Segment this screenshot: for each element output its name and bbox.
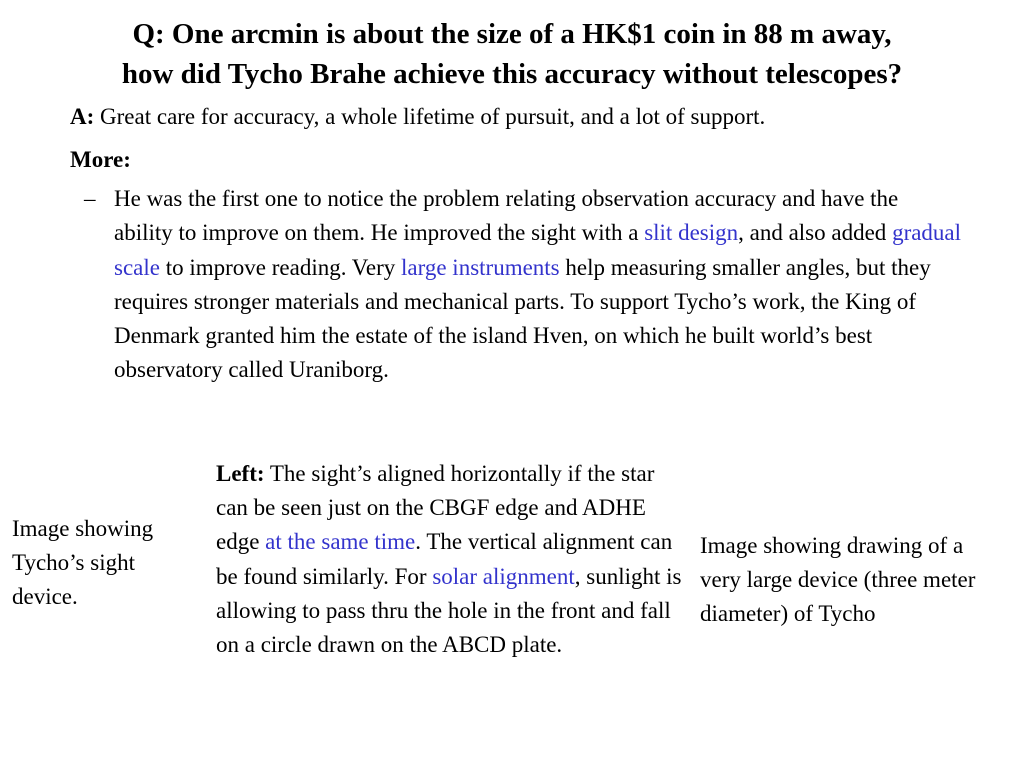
- middle-text-2: . The vertical alignment can be found similarly. For: [216, 529, 673, 589]
- answer-label: A:: [70, 104, 95, 129]
- highlight-large-instruments: large instruments: [401, 254, 560, 280]
- highlight-gradual-scale: gradual scale: [114, 220, 962, 280]
- highlight-same-time: at the same time: [265, 529, 416, 555]
- slide-title: [0, 14, 1024, 94]
- middle-text-1: The sight’s aligned horizontally if the star can be seen just on the CBGF edge and ADHE edge: [216, 461, 655, 555]
- bullet-text-1: He was the first one to notice the problem relating observation accuracy and have the ability to improve on them. He improved the sight with a: [114, 186, 899, 246]
- middle-label: Left:: [216, 461, 265, 486]
- answer-paragraph: [70, 100, 1000, 134]
- title-line-1: Q: One arcmin is about the size of a HK$1 coin in 88 m away,: [132, 18, 892, 50]
- bullet-text: [114, 182, 962, 388]
- image-placeholder-sight-device: Image showing Tycho’s sight device.: [12, 516, 154, 609]
- highlight-slit-design: slit design: [644, 220, 739, 246]
- middle-explanation: [216, 457, 686, 662]
- bullet-text-4: help measuring smaller angles, but they requires stronger materials and mechanical parts. To support Tycho’s work, the King of Denmark granted him the estate of the island Hven, on which he built world’s best observatory called Uraniborg.: [114, 254, 931, 383]
- image-placeholder-large-device: Image showing drawing of a very large device (three meter diameter) of Tycho: [700, 533, 976, 626]
- answer-text: Great care for accuracy, a whole lifetime of pursuit, and a lot of support.: [94, 104, 766, 129]
- bullet-dash: –: [84, 186, 96, 211]
- more-heading: More:: [70, 147, 131, 172]
- title-line-2: how did Tycho Brahe achieve this accuracy without telescopes?: [121, 58, 903, 90]
- bullet-text-3: to improve reading. Very: [159, 254, 401, 280]
- bullet-text-2: , and also added: [738, 220, 893, 246]
- highlight-solar-alignment: solar alignment: [432, 563, 575, 589]
- middle-text-3: , sunlight is allowing to pass thru the hole in the front and fall on a circle drawn on the ABCD plate.: [216, 563, 682, 658]
